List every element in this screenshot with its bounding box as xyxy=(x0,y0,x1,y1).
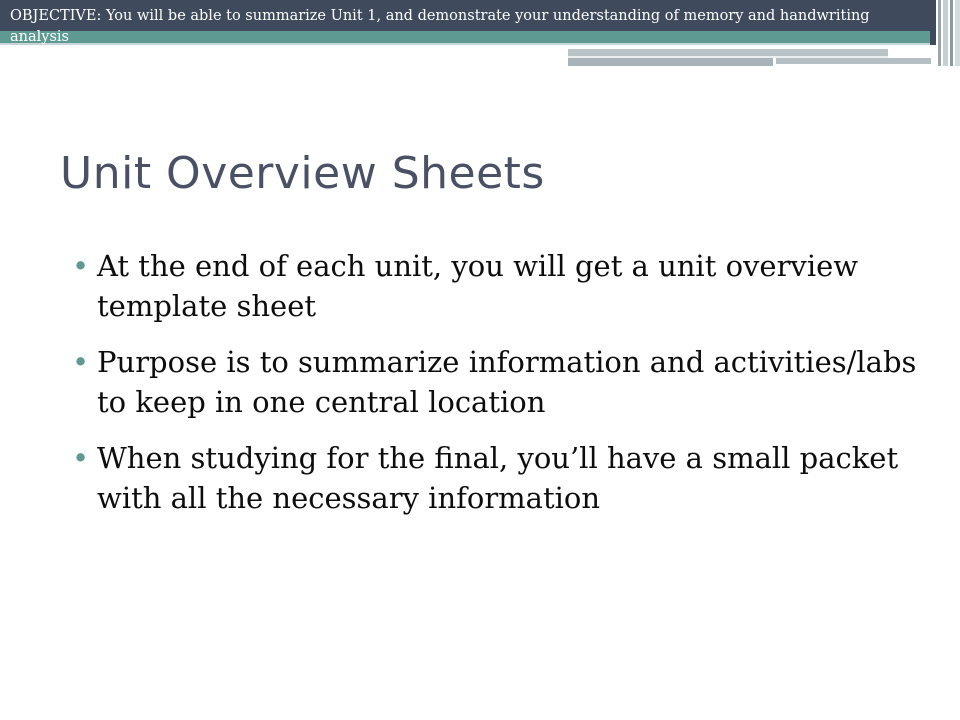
header-vertical-stripe xyxy=(955,0,960,66)
objective-text: OBJECTIVE: You will be able to summarize Unit 1, and demonstrate your understanding of memory and handwriting analysis xyxy=(10,8,870,45)
header-accent-bar xyxy=(776,58,931,64)
bullet-icon: • xyxy=(72,441,90,475)
bullet-icon: • xyxy=(72,345,90,379)
header-accent-bar xyxy=(568,49,888,58)
header-vertical-stripe xyxy=(938,0,941,66)
header-vertical-stripe xyxy=(950,0,953,66)
slide-title: Unit Overview Sheets xyxy=(60,148,545,199)
bullet-text: Purpose is to summarize information and activities/labs to keep in one central location xyxy=(97,345,917,419)
header-vertical-stripe xyxy=(930,0,936,45)
bullet-item xyxy=(72,438,932,518)
bullet-list xyxy=(72,246,932,534)
bullet-item xyxy=(72,246,932,326)
bullet-icon: • xyxy=(72,249,90,283)
bullet-text: At the end of each unit, you will get a unit overview template sheet xyxy=(97,249,859,323)
header-accent-bar xyxy=(568,58,773,66)
bullet-item xyxy=(72,342,932,422)
header-vertical-stripe xyxy=(943,0,948,66)
bullet-text: When studying for the final, you’ll have a small packet with all the necessary information xyxy=(97,441,899,515)
